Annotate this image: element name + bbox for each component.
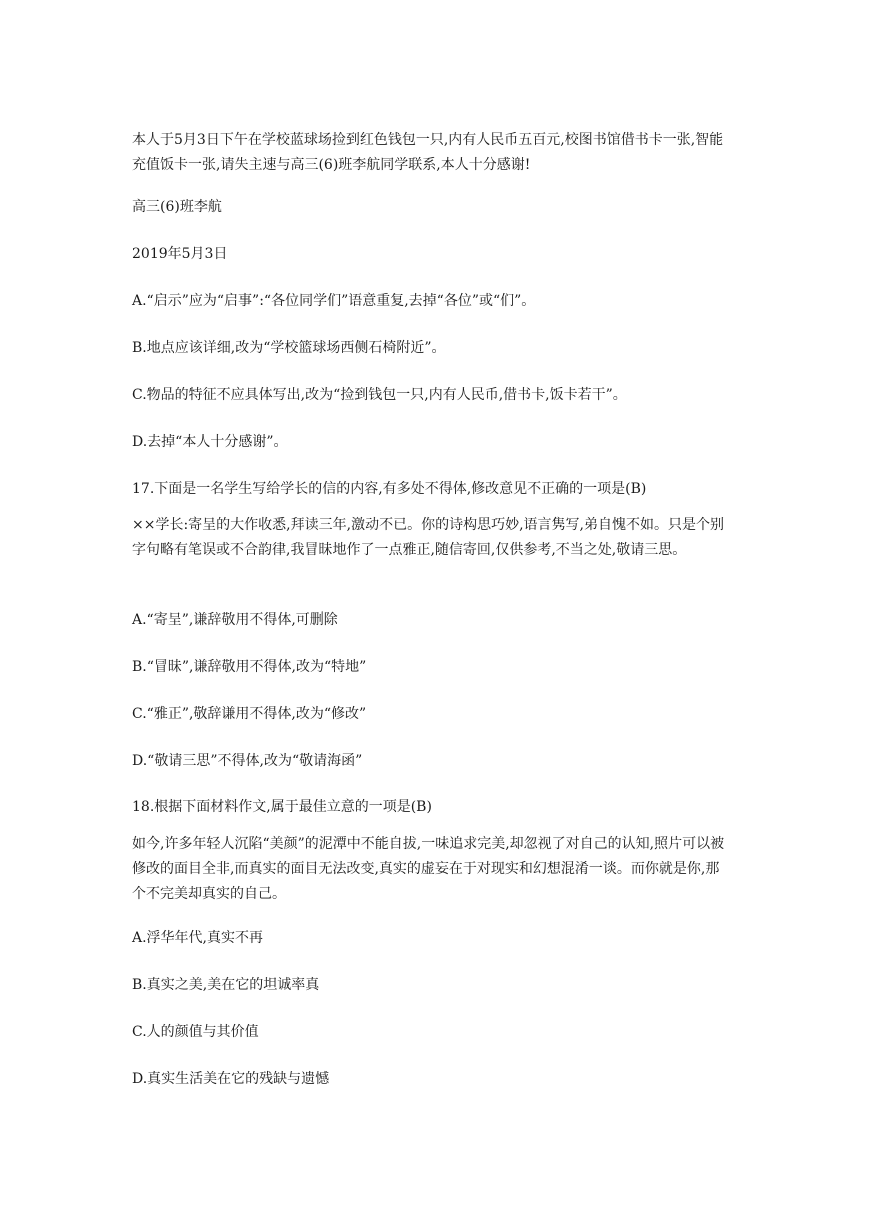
notice-date: 2019年5月3日 [132,246,228,262]
lost-found-notice: 本人于5月3日下午在学校蓝球场捡到红色钱包一只,内有人民币五百元,校图书馆借书卡一张,智能充值饭卡一张,请失主速与高三(6)班李航同学联系,本人十分感谢! [132,132,724,173]
notice-signature: 高三(6)班李航 [132,199,222,215]
q18-option-c: C.人的颜值与其价值 [132,1024,259,1040]
q17-passage: ××学长:寄呈的大作收悉,拜读三年,激动不已。你的诗构思巧妙,语言隽写,弟自愧不如。只是个别字句略有笔误或不合韵律,我冒昧地作了一点雅正,随信寄回,仅供参考,不当之处,敬请三思。 [132,517,724,558]
q17-stem: 17.下面是一名学生写给学长的信的内容,有多处不得体,修改意见不正确的一项是(B) [132,481,647,497]
q17-option-c: C.“雅正”,敬辞谦用不得体,改为“修改” [132,706,367,722]
q16-option-c: C.物品的特征不应具体写出,改为“捡到钱包一只,内有人民币,借书卡,饭卡若干”。 [132,387,627,403]
q18-passage: 如今,许多年轻人沉陷“美颜”的泥潭中不能自拔,一味追求完美,却忽视了对自己的认知,照片可以被修改的面目全非,而真实的面目无法改变,真实的虚妄在于对现实和幻想混淆一谈。而你就是你,那个不完美却真实的自己。 [132,836,725,902]
q17-option-a: A.“寄呈”,谦辞敬用不得体,可删除 [132,612,338,628]
q16-option-a: A.“启示”应为“启事”:“各位同学们”语意重复,去掉“各位”或“们”。 [132,293,536,309]
q16-option-d: D.去掉“本人十分感谢”。 [132,434,288,450]
q17-option-d: D.“敬请三思”不得体,改为“敬请海函” [132,753,363,769]
q16-option-b: B.地点应该详细,改为“学校篮球场西侧石椅附近”。 [132,340,446,356]
q18-stem: 18.根据下面材料作文,属于最佳立意的一项是(B) [132,799,432,815]
q17-option-b: B.“冒昧”,谦辞敬用不得体,改为“特地” [132,659,367,675]
q18-option-a: A.浮华年代,真实不再 [132,930,264,946]
q18-option-b: B.真实之美,美在它的坦诚率真 [132,977,320,993]
q18-option-d: D.真实生活美在它的残缺与遗憾 [132,1071,330,1087]
